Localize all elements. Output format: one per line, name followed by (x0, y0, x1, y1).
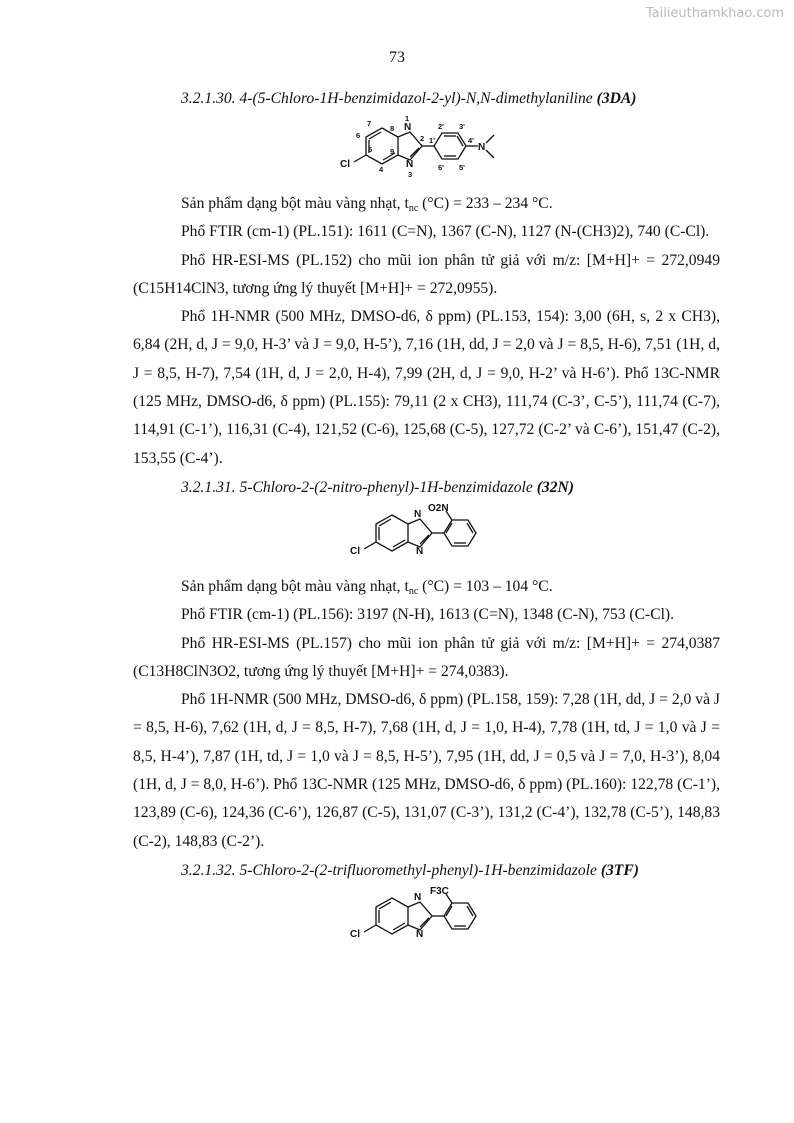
nmr-32n: Phổ 1H-NMR (500 MHz, DMSO-d6, δ ppm) (PL.158, 159): 7,28 (1H, dd, J = 2,0 và J = 8,5, H-6), 7,62 (1H, d, J = 8,5, H-7), 7,68 (1H, d, J = 1,0, H-4), 7,78 (1H, td, J = 1,0 và J = 8,5, H-4’), 7,87 (1H, td, J = 1,0 và J = 8,5, H-5’), 7,95 (1H, dd, J = 0,5 và J = 7,0, H-3’), 8,04 (1H, d, J = 8,0, H-6’). Phổ 13C-NMR (125 MHz, DMSO-d6, δ ppm) (PL.160): 122,78 (C-1’), 123,89 (C-6), 124,36 (C-6’), 126,87 (C-5), 131,07 (C-3’), 131,2 (C-4’), 132,78 (C-5’), 148,83 (C-2), 148,83 (C-2’). (133, 691, 720, 850)
structure-3da (332, 114, 522, 186)
label-nh: N (413, 891, 421, 903)
label-dimethylamino-n: N (477, 142, 485, 153)
label-c3p: 3' (458, 122, 465, 131)
label-trifluoromethyl: F3C (429, 885, 449, 897)
compound-heading-3tf: 3.2.1.32. 5-Chloro-2-(2-trifluoromethyl-phenyl)-1H-benzimidazole (3TF) (181, 861, 639, 879)
label-nitro: O2N (427, 502, 449, 514)
label-c6p: 6' (437, 163, 444, 172)
watermark: Tailieuthamkhao.com (645, 6, 784, 21)
appearance-3da: Sản phẩm dạng bột màu vàng nhạt, $t_{nc}$ (°C) = 233 – 234 °C. (181, 195, 553, 214)
label-c5p: 5' (458, 163, 465, 172)
label-c9: 9 (389, 147, 394, 156)
structure-3tf (342, 886, 512, 952)
ftir-3da: Phổ FTIR (cm-1) (PL.151): 1611 (C=N), 1367 (C-N), 1127 (N-(CH3)2), 740 (C-Cl). (181, 223, 710, 241)
appearance-32n: Sản phẩm dạng bột màu vàng nhạt, $t_{nc}$ (°C) = 103 – 104 °C. (181, 577, 553, 597)
ftir-32n: Phổ FTIR (cm-1) (PL.156): 3197 (N-H), 1613 (C=N), 1348 (C-N), 753 (C-Cl). (181, 606, 675, 624)
label-cl: Cl (349, 545, 360, 557)
label-c4p: 4' (467, 136, 474, 145)
label-n3-symbol: N (405, 159, 413, 170)
label-c2: 2 (419, 134, 424, 143)
label-n3: 3 (407, 170, 412, 179)
label-c5: 5 (367, 145, 372, 154)
label-nh: N (403, 122, 411, 133)
label-n1: 1 (404, 114, 409, 123)
label-n3-symbol: N (415, 928, 423, 940)
label-c8: 8 (389, 124, 394, 133)
label-c4: 4 (378, 165, 383, 174)
page-content (133, 88, 720, 956)
ms-3da: Phổ HR-ESI-MS (PL.152) cho mũi ion phân tử giả với m/z: [M+H]+ = 272,0949 (C15H14ClN3, tương ứng lý thuyết [M+H]+ = 272,0955). (133, 251, 720, 297)
label-c1p: 1' (428, 136, 435, 145)
label-n3-symbol: N (415, 545, 423, 557)
label-c6: 6 (355, 131, 360, 140)
label-c2p: 2' (437, 122, 444, 131)
compound-heading-3da: 3.2.1.30. 4-(5-Chloro-1H-benzimidazol-2-yl)-N,N-dimethylaniline (3DA) (181, 90, 637, 107)
page-number: 73 (389, 49, 405, 66)
label-c7: 7 (366, 119, 371, 128)
label-cl: Cl (339, 159, 350, 170)
structure-32n (342, 503, 512, 569)
label-nh: N (413, 508, 421, 520)
label-cl: Cl (349, 928, 360, 940)
ms-32n: Phổ HR-ESI-MS (PL.157) cho mũi ion phân tử giả với m/z: [M+H]+ = 274,0387 (C13H8ClN3O2, tương ứng lý thuyết [M+H]+ = 274,0383). (133, 634, 720, 680)
compound-heading-32n: 3.2.1.31. 5-Chloro-2-(2-nitro-phenyl)-1H-benzimidazole (32N) (181, 478, 574, 496)
nmr-3da: Phổ 1H-NMR (500 MHz, DMSO-d6, δ ppm) (PL.153, 154): 3,00 (6H, s, 2 x CH3), 6,84 (2H, d, J = 9,0, H-3’ và J = 9,0, H-5’), 7,16 (1H, dd, J = 2,0 và J = 8,5, H-6), 7,51 (1H, d, J = 8,5, H-7), 7,54 (1H, d, J = 2,0, H-4), 7,99 (2H, d, J = 9,0, H-2’ và H-6’). Phổ 13C-NMR (125 MHz, DMSO-d6, δ ppm) (PL.155): 79,11 (2 x CH3), 111,74 (C-3’, C-5’), 111,74 (C-7), 114,91 (C-1’), 116,31 (C-4), 121,52 (C-6), 125,68 (C-5), 127,72 (C-2’ và C-6’), 151,47 (C-2), 153,55 (C-4’). (133, 308, 720, 467)
